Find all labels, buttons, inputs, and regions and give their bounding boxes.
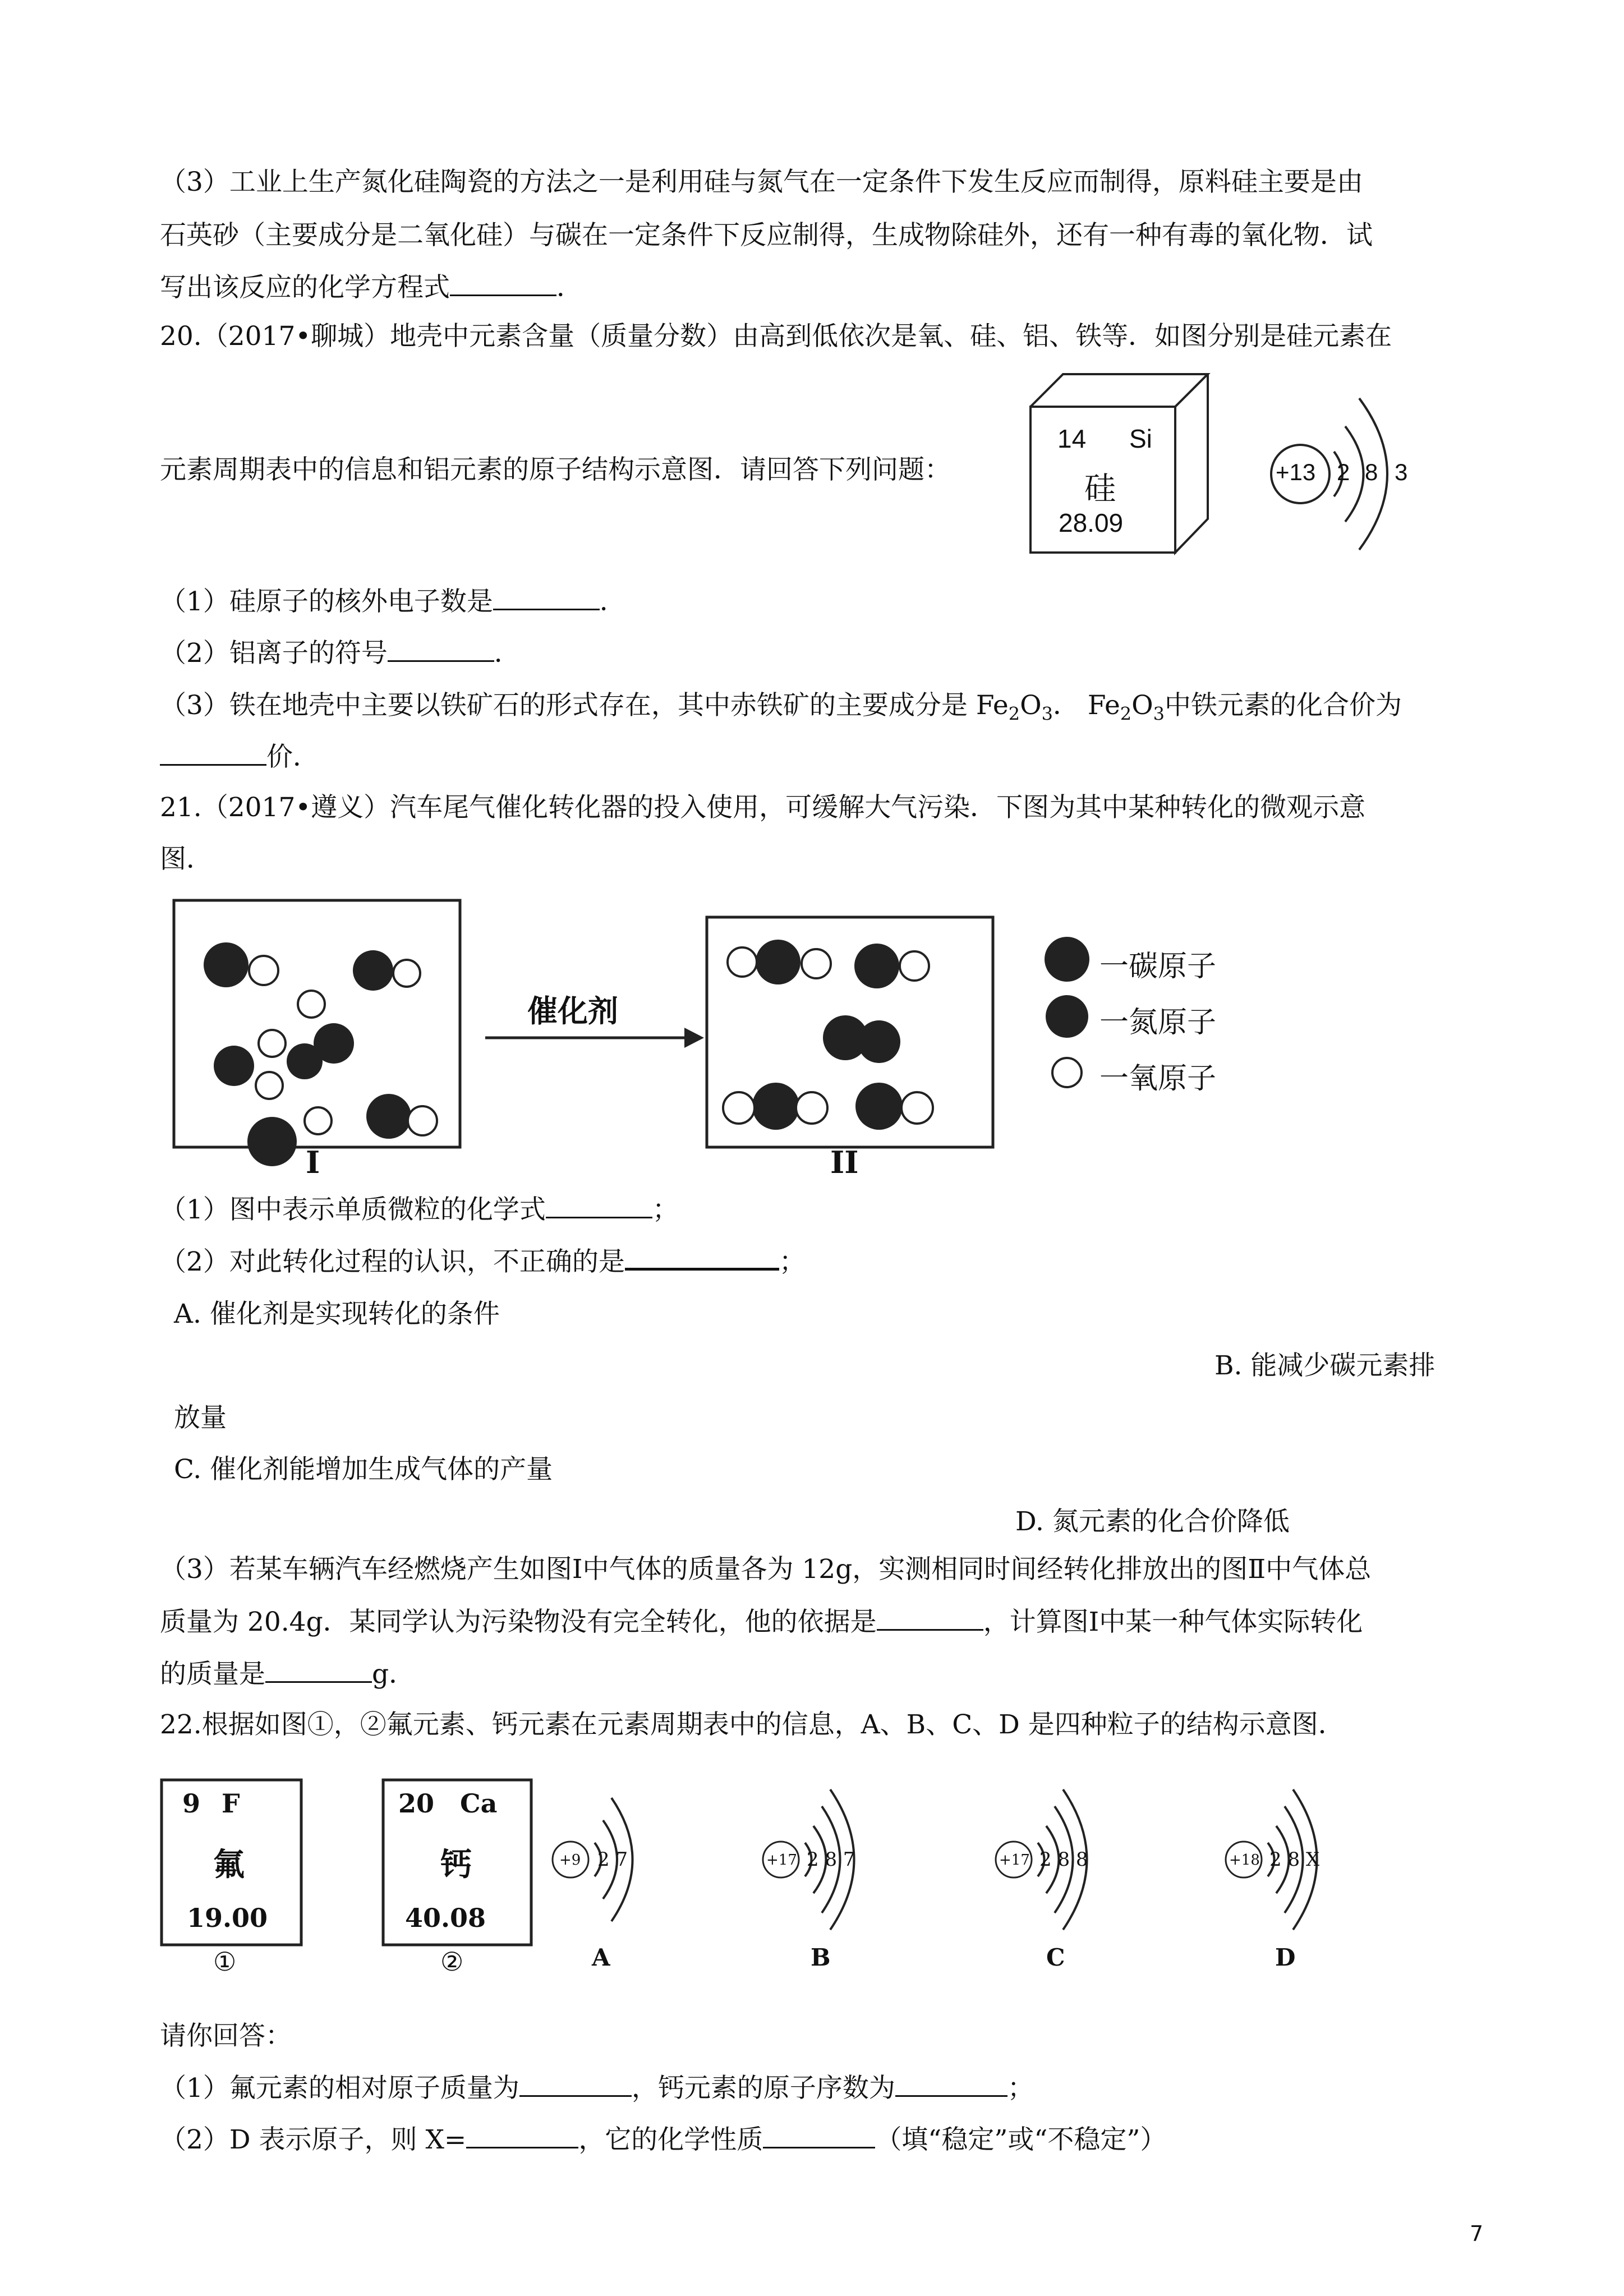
si-element-card [1029,373,1220,555]
legend-oxygen: 一氧原子 [1099,1062,1217,1096]
box-i-label: I [306,1144,320,1180]
q20-stem-line2: 元素周期表中的信息和铝元素的原子结构示意图．请回答下列问题： [160,454,951,485]
q20-stem-line1: 20.（2017•聊城）地壳中元素含量（质量分数）由高到低依次是氧、硅、铝、铁等．如图分别是硅元素在 [160,321,1392,352]
page-number: 7 [1470,2221,1484,2246]
q21-p1 [160,1193,679,1227]
atom-a-nucleus: +9 [559,1852,581,1869]
q21-p1-end: ； [652,1194,679,1225]
q21-option-b: B. 能减少碳元素排 [1214,1350,1436,1381]
q19-p3-text: 写出该反应的化学方程式 [160,272,450,303]
q22-p2-mid: ，它的化学性质 [578,2124,763,2155]
atom-c-diagram [990,1787,1147,1977]
f-atomic-mass: 19.00 [187,1903,268,1933]
answer-blank[interactable] [265,1681,372,1683]
fluorine-card [160,1778,303,1977]
q21-option-c: C. 催化剂能增加生成气体的产量 [174,1454,553,1485]
q21-p3-line3-end: g． [372,1659,416,1690]
q22-p2-end: （填“稳定”或“不稳定”） [875,2124,1167,2155]
answer-blank[interactable] [388,660,494,662]
q22-p1-mid: ，钙元素的原子序数为 [631,2073,895,2104]
subscript: 3 [1153,703,1165,725]
q21-p2 [160,1245,806,1279]
q22-p1 [160,2072,1034,2105]
atom-b-label: B [811,1944,831,1971]
ca-atomic-mass: 40.08 [405,1903,486,1933]
atom-b-shells-text: 2 8 7 [807,1848,855,1871]
atom-a-diagram [547,1787,687,1977]
answer-blank[interactable] [877,1629,983,1631]
answer-blank[interactable] [160,764,266,766]
atom-d-shells-text: 2 8 X [1269,1848,1320,1871]
q21-p2-end: ； [779,1246,806,1277]
q21-p3-text-post: ，计算图Ⅰ中某一种气体实际转化 [983,1607,1363,1637]
answer-blank[interactable] [763,2147,875,2148]
q21-p1-text: （1）图中表示单质微粒的化学式 [160,1194,546,1225]
f-name: 氟 [213,1846,245,1883]
f-card-label: ① [213,1947,237,1977]
answer-blank[interactable] [466,2147,578,2148]
q20-p2 [160,637,521,670]
atom-a-shells-text: 2 7 [597,1848,628,1871]
q22-stem: 22.根据如图①，②氟元素、钙元素在元素周期表中的信息，A、B、C、D 是四种粒子的结构示意图． [160,1709,1345,1740]
q20-p1-end: ． [599,586,626,617]
q22-p1-end: ； [1007,2073,1034,2104]
q20-p2-text: （2）铝离子的符号 [160,638,388,669]
q21-stem-line1: 21.（2017•遵义）汽车尾气催化转化器的投入使用，可缓解大气污染．下图为其中某种转化的微观示意 [160,792,1366,823]
atom-a-label: A [592,1944,610,1971]
al-shell-2: 8 [1365,459,1378,485]
al-shell-1: 2 [1337,459,1350,485]
ca-name: 钙 [440,1846,472,1883]
q20-p1 [160,585,626,619]
subscript: 2 [1008,703,1020,725]
legend-carbon: 一碳原子 [1099,950,1217,983]
q20-p1-text: （1）硅原子的核外电子数是 [160,586,493,617]
ca-atomic-number: 20 [398,1788,435,1819]
si-card-drawing [1029,373,1220,555]
q21-option-b-cont: 放量 [174,1402,227,1433]
q20-p3-line2-end: 价． [266,742,319,772]
answer-blank[interactable] [450,295,556,296]
q20-p2-end: ． [494,638,521,669]
q21-p3-line3 [160,1658,415,1691]
q22-p1-text: （1）氟元素的相对原子质量为 [160,2073,519,2104]
q21-option-d: D. 氮元素的化合价降低 [1015,1506,1290,1537]
q22-ask: 请你回答： [160,2021,292,2051]
answer-blank[interactable] [493,609,600,610]
atom-c-shells-text: 2 8 8 [1039,1848,1088,1871]
atom-c-label: C [1046,1944,1065,1971]
q22-p2 [160,2123,1166,2157]
atom-d-nucleus: +18 [1229,1852,1260,1869]
arrow-label: 催化剂 [527,993,618,1029]
q20-p3-post: 中铁元素的化合价为 [1165,690,1402,721]
q20-p3-line2 [160,740,319,774]
si-atomic-mass: 28.09 [1059,508,1124,537]
al-nucleus-charge: +13 [1276,459,1316,485]
atom-d-diagram [1220,1787,1377,1977]
atom-d-label: D [1275,1944,1296,1971]
answer-blank[interactable] [519,2095,632,2097]
answer-blank[interactable] [625,1268,779,1271]
atom-c-nucleus: +17 [999,1852,1030,1869]
f-atomic-number: 9 [182,1788,201,1819]
al-shell-3: 3 [1395,459,1408,485]
calcium-card [381,1778,533,1977]
subscript: 2 [1120,703,1132,725]
si-name: 硅 [1084,471,1116,507]
q21-p3-text: 质量为 20.4g．某同学认为污染物没有完全转化，他的依据是 [160,1607,877,1637]
answer-blank[interactable] [895,2095,1007,2097]
q20-p3-mid: ． Fe [1052,690,1120,721]
subscript: 3 [1041,703,1053,725]
q19-p3-line1: （3）工业上生产氮化硅陶瓷的方法之一是利用硅与氮气在一定条件下发生反应而制得，原料硅主要是由 [160,167,1363,197]
atom-b-nucleus: +17 [766,1852,797,1869]
q21-p3-line3-text: 的质量是 [160,1659,265,1690]
box-ii-label: II [830,1144,859,1180]
catalytic-converter-diagram [171,898,1304,1178]
q20-p3 [160,689,1402,730]
al-atom-diagram [1267,381,1424,567]
ca-symbol: Ca [460,1788,498,1819]
q21-p3-line2 [160,1605,1363,1639]
si-symbol: Si [1129,424,1152,453]
q19-p3-line2: 石英砂（主要成分是二氧化硅）与碳在一定条件下反应制得，生成物除硅外，还有一种有毒的氧化物．试 [160,220,1373,251]
q21-option-a: A. 催化剂是实现转化的条件 [174,1299,500,1329]
q21-p2-text: （2）对此转化过程的认识，不正确的是 [160,1246,625,1277]
oxygen-symbol: O [1020,690,1042,721]
si-atomic-number: 14 [1057,424,1087,453]
q22-p2-text: （2）D 表示原子，则 X= [160,2124,467,2155]
oxygen-symbol: O [1131,690,1153,721]
answer-blank[interactable] [546,1217,652,1218]
q21-p3-line1: （3）若某车辆汽车经燃烧产生如图Ⅰ中气体的质量各为 12g，实测相同时间经转化排放出的图Ⅱ中气体总 [160,1554,1372,1585]
q20-p3-text: （3）铁在地壳中主要以铁矿石的形式存在，其中赤铁矿的主要成分是 Fe [160,690,1009,721]
q19-p3-line3 [160,271,583,305]
f-symbol: F [222,1788,240,1819]
atom-b-diagram [757,1787,914,1977]
ca-card-label: ② [440,1947,464,1977]
q19-p3-end: ． [556,272,583,303]
legend-nitrogen: 一氮原子 [1099,1006,1217,1039]
q21-stem-line2: 图． [160,844,213,875]
